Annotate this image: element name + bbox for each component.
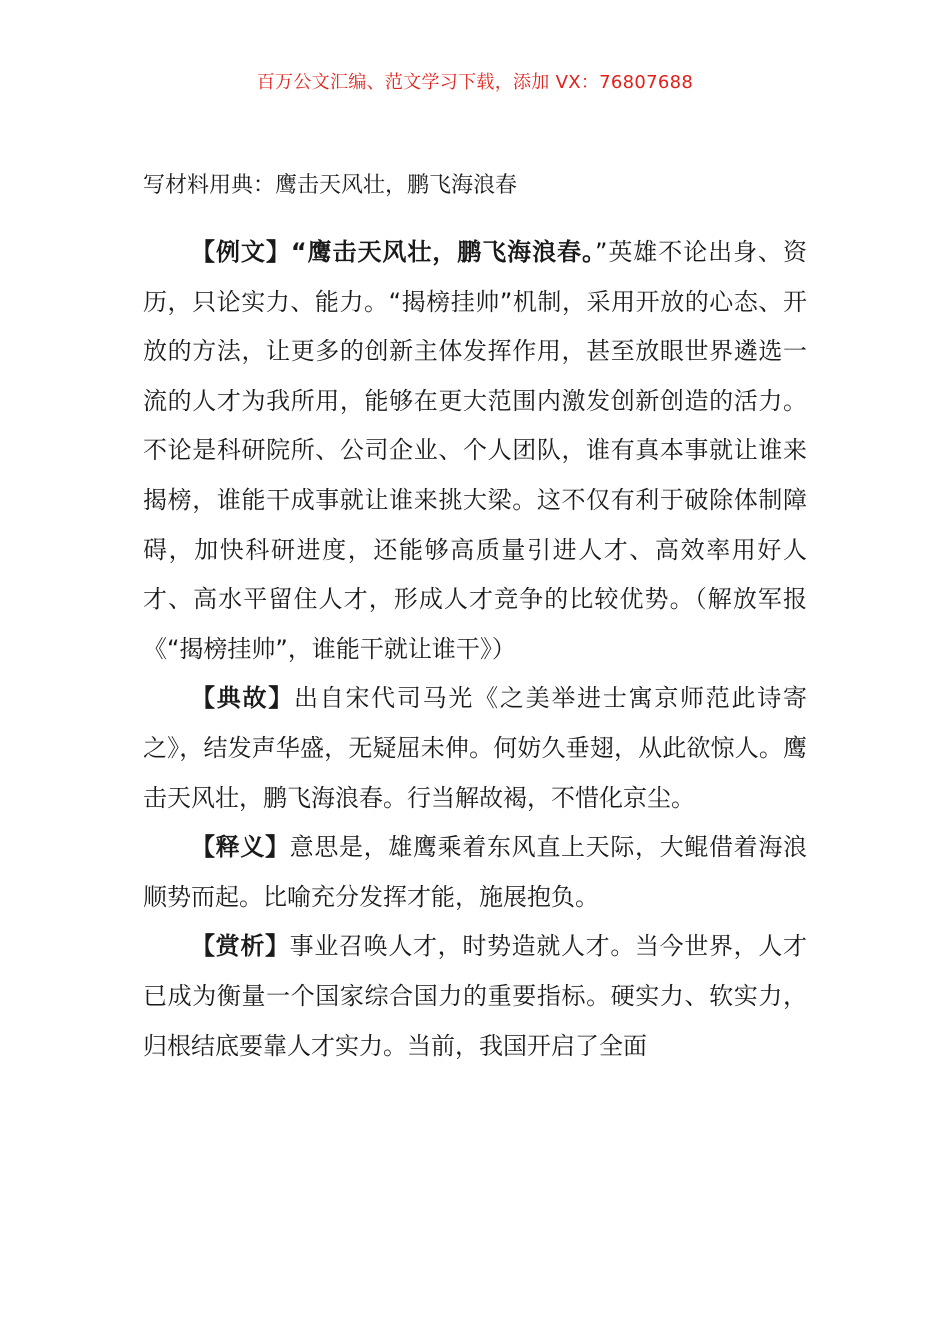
document-body (143, 228, 807, 1071)
example-text: ”英雄不论出身、资历，只论实力、能力。“揭榜挂帅”机制，采用开放的心态、开放的方法，让更多的创新主体发挥作用，甚至放眼世界遴选一流的人才为我所用，能够在更大范围内激发创新创造的活力。不论是科研院所、公司企业、个人团队，谁有真本事就让谁来揭榜，谁能干成事就让谁来挑大梁。这不仅有利于破除体制障碍，加快科研进度，还能够高质量引进人才、高效率用好人才、高水平留住人才，形成人才竞争的比较优势。（解放军报《“揭榜挂帅”，谁能干就让谁干》） (143, 238, 807, 663)
tag-meaning: 【释义】 (191, 833, 290, 862)
tag-allusion: 【典故】 (191, 684, 294, 713)
tag-example: 【例文】 (191, 238, 291, 266)
header-banner: 百万公文汇编、范文学习下载，添加 VX：76807688 (256, 72, 694, 93)
paragraph-allusion (143, 674, 807, 823)
appreciation-text: 事业召唤人才，时势造就人才。当今世界，人才已成为衡量一个国家综合国力的重要指标。硬实力、软实力，归根结底要靠人才实力。当前，我国开启了全面 (143, 932, 808, 1060)
document-title: 写材料用典：鹰击天风壮，鹏飞海浪春 (143, 173, 518, 198)
paragraph-meaning (143, 823, 807, 922)
meaning-text: 意思是，雄鹰乘着东风直上天际，大鲲借着海浪顺势而起。比喻充分发挥才能，施展抱负。 (143, 833, 808, 911)
allusion-text: 出自宋代司马光《之美举进士寓京师范此诗寄之》，结发声华盛，无疑屈未伸。何妨久垂翅，从此欲惊人。鹰击天风壮，鹏飞海浪春。行当解故褐，不惜化京尘。 (143, 684, 808, 812)
example-quote: “鹰击天风壮，鹏飞海浪春。 (290, 238, 595, 266)
paragraph-appreciation (143, 922, 807, 1071)
tag-appreciation: 【赏析】 (191, 932, 290, 961)
paragraph-example (143, 228, 807, 674)
